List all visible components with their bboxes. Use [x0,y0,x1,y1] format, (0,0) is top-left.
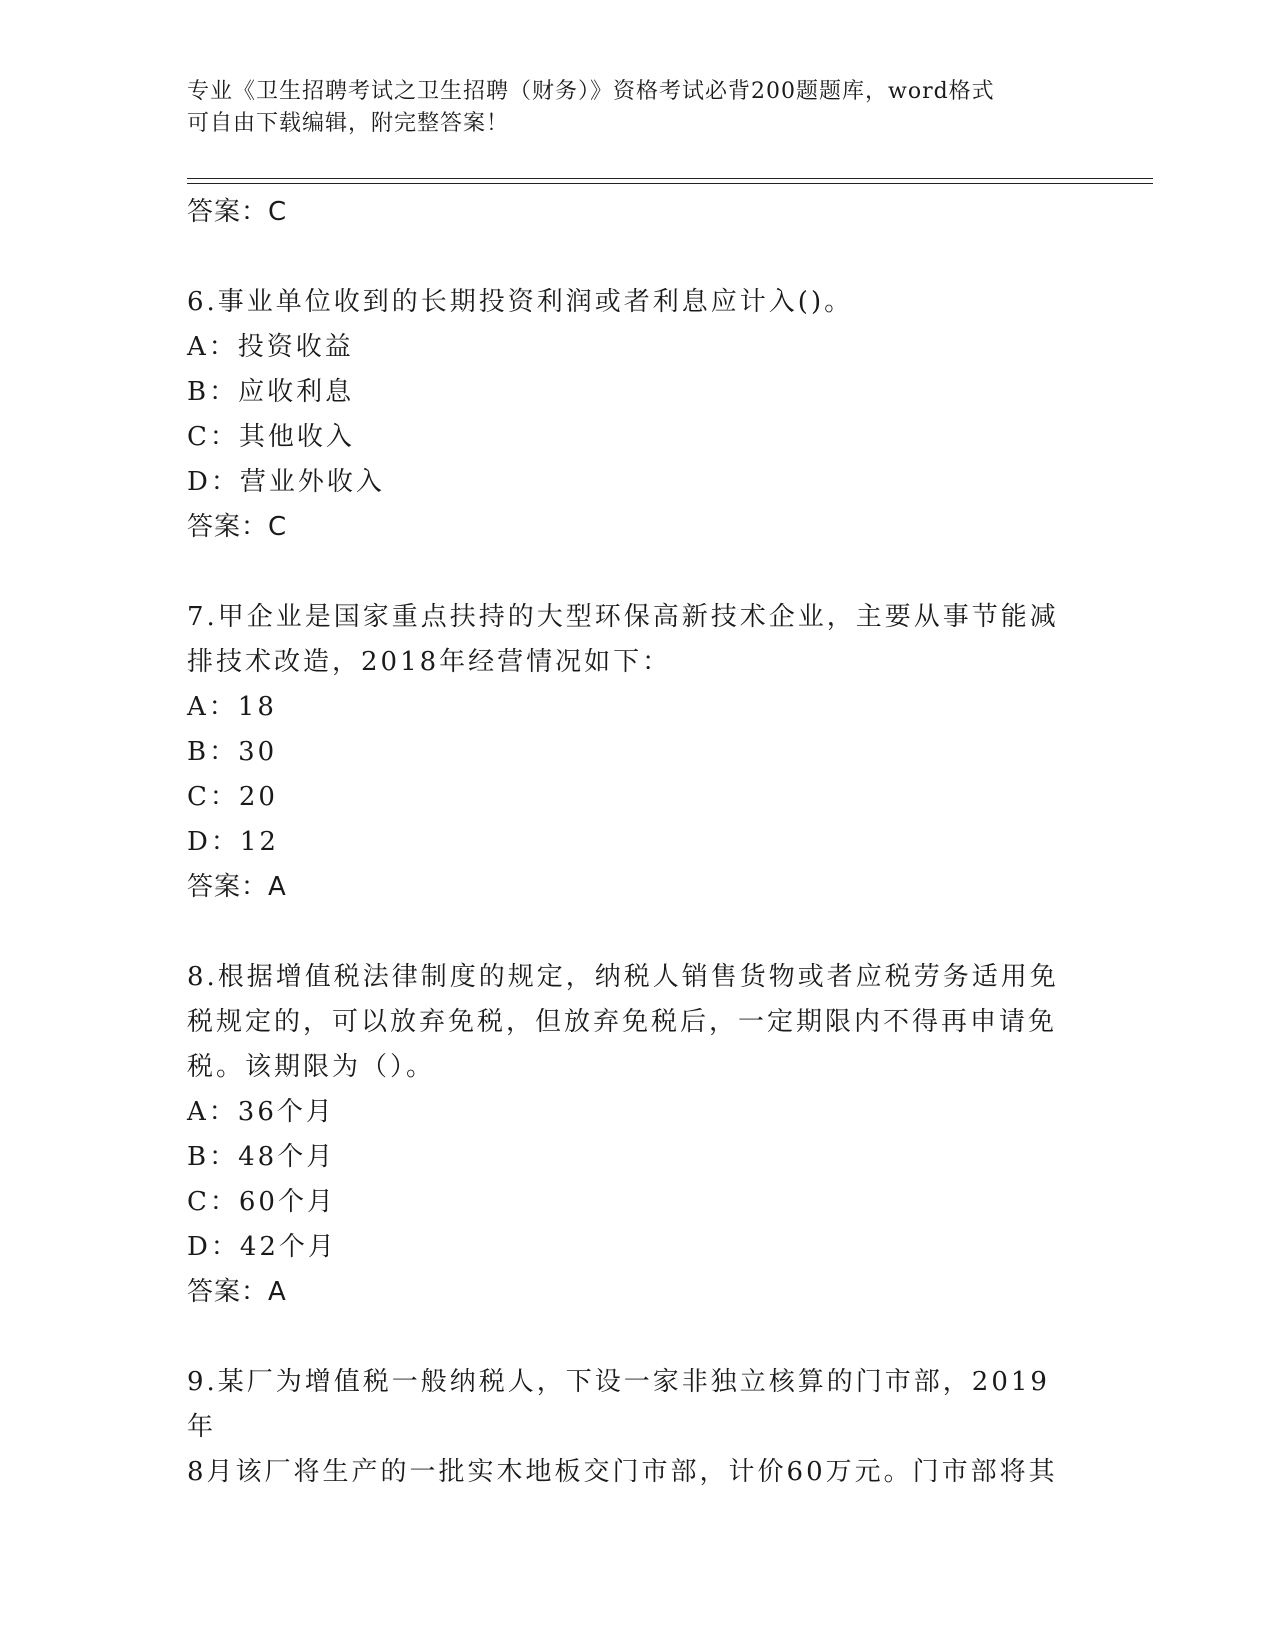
option-c: C：其他收入 [187,422,355,452]
option-b: B：48个月 [187,1142,336,1172]
header-line-1: 专业《卫生招聘考试之卫生招聘（财务）》资格考试必背200题题库，word格式 [187,79,995,104]
document-header [187,76,1067,140]
question-block [187,595,1067,910]
question-text: 税规定的，可以放弃免税，但放弃免税后，一定期限内不得再申请免 [187,1007,1058,1037]
header-divider-top [187,178,1153,179]
question-text: 8月该厂将生产的一批实木地板交门市部，计价60万元。门市部将其 [187,1457,1058,1487]
answer-label: 答案：C [187,512,288,542]
option-a: A：18 [187,692,277,722]
question-block [187,280,1067,550]
spacer [187,550,1067,595]
question-text: 6.事业单位收到的长期投资利润或者利息应计入()。 [187,287,854,317]
question-text: 7.甲企业是国家重点扶持的大型环保高新技术企业，主要从事节能减 [187,602,1059,632]
question-block [187,1360,1067,1495]
option-d: D：12 [187,827,279,857]
question-text: 排技术改造，2018年经营情况如下： [187,647,672,677]
option-a: A：36个月 [187,1097,335,1127]
question-text: 8.根据增值税法律制度的规定，纳税人销售货物或者应税劳务适用免 [187,962,1059,992]
option-c: C：60个月 [187,1187,336,1217]
question-text: 9.某厂为增值税一般纳税人，下设一家非独立核算的门市部，2019年 [187,1367,1050,1442]
header-line-2: 可自由下载编辑，附完整答案！ [187,111,510,136]
header-divider-bottom [187,183,1153,184]
answer-label: 答案：A [187,872,287,902]
option-d: D：42个月 [187,1232,337,1262]
option-b: B：30 [187,737,278,767]
spacer [187,1315,1067,1360]
question-text: 税。该期限为（）。 [187,1052,436,1082]
option-b: B：应收利息 [187,377,355,407]
spacer [187,910,1067,955]
document-body [187,190,1067,1495]
question-block [187,955,1067,1315]
option-d: D：营业外收入 [187,467,385,497]
option-c: C：20 [187,782,278,812]
option-a: A：投资收益 [187,332,354,362]
answer-label: 答案：C [187,197,288,227]
answer-label: 答案：A [187,1277,287,1307]
spacer [187,235,1067,280]
